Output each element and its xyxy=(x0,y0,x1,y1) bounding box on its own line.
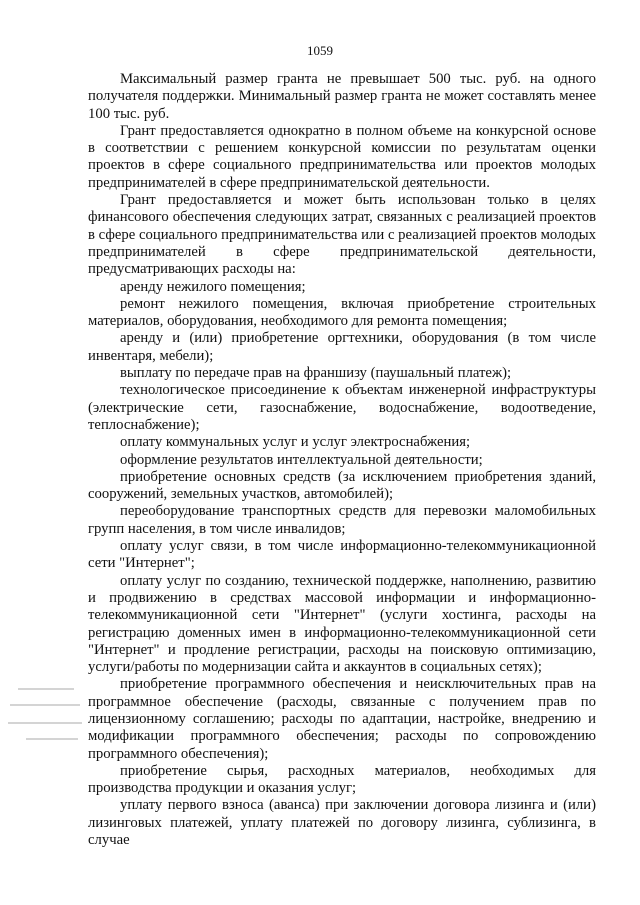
list-item: оплату услуг связи, в том числе информационно-телекоммуникационной сети "Интернет"; xyxy=(88,538,596,572)
list-item: аренду нежилого помещения; xyxy=(120,278,306,295)
faded-stamp-mark xyxy=(8,682,90,746)
stamp-stroke xyxy=(8,722,82,724)
list-item: оплату услуг по созданию, технической поддержке, наполнению, развитию и продвижению в средствах массовой информации и информационно-телекоммуникационной сети "Интернет" (услуги хостинга, расходы на регистрацию доменных имен в информационно-телекоммуникационной сети "Интернет" и продление регистрации, расходы на поисковую оптимизацию, услуги/работы по модернизации сайта и аккаунтов в социальных сетях); xyxy=(88,572,596,676)
paragraph: Грант предоставляется однократно в полном объеме на конкурсной основе в соответствии с решением конкурсной комиссии по результатам оценки проектов в сфере социального предпринимательства или проектов молодых предпринимателей в сфере предпринимательской деятельности. xyxy=(88,122,596,191)
list-item: аренду и (или) приобретение оргтехники, оборудования (в том числе инвентаря, мебели); xyxy=(88,330,596,364)
list-item: приобретение основных средств (за исключением приобретения зданий, сооружений, земельных участков, автомобилей); xyxy=(88,468,596,503)
stamp-stroke xyxy=(18,688,74,690)
list-item: приобретение сырья, расходных материалов, необходимых для производства продукции и оказания услуг; xyxy=(88,762,596,797)
list-item: выплату по передаче прав на франшизу (паушальный платеж); xyxy=(120,365,512,382)
list-item: уплату первого взноса (аванса) при заключении договора лизинга и (или) лизинговых платежей, уплату платежей по договору лизинга, сублизинга, в случае xyxy=(88,797,596,849)
list-item: оплату коммунальных услуг и услуг электроснабжения; xyxy=(120,434,471,451)
list-item: оформление результатов интеллектуальной деятельности; xyxy=(120,451,483,468)
list-item: технологическое присоединение к объектам инженерной инфраструктуры (электрические сети, газоснабжение, водоснабжение, водоотведение, теплоснабжение); xyxy=(88,382,596,433)
paragraph: Грант предоставляется и может быть использован только в целях финансового обеспечения следующих затрат, связанных с реализацией проектов в сфере социального предпринимательства или с реализацией проектов молодых предпринимателей в сфере предпринимательской деятельности, предусматривающих расходы на: xyxy=(88,192,596,278)
list-item: приобретение программного обеспечения и неисключительных прав на программное обеспечение (расходы, связанные с получением прав по лицензионному соглашению; расходы по адаптации, настройке, внедрению и модификации программного обеспечения; расходы по сопровождению программного обеспечения); xyxy=(88,676,596,762)
list-item: ремонт нежилого помещения, включая приобретение строительных материалов, оборудования, необходимого для ремонта помещения; xyxy=(88,295,596,330)
document-body xyxy=(88,71,596,849)
page-number: 1059 xyxy=(307,43,333,58)
paragraph: Максимальный размер гранта не превышает 500 тыс. руб. на одного получателя поддержки. Минимальный размер гранта не может составлять менее 100 тыс. руб. xyxy=(88,71,596,122)
stamp-stroke xyxy=(10,704,80,706)
list-item: переоборудование транспортных средств для перевозки маломобильных групп населения, в том числе инвалидов; xyxy=(88,503,596,537)
stamp-stroke xyxy=(26,738,78,740)
